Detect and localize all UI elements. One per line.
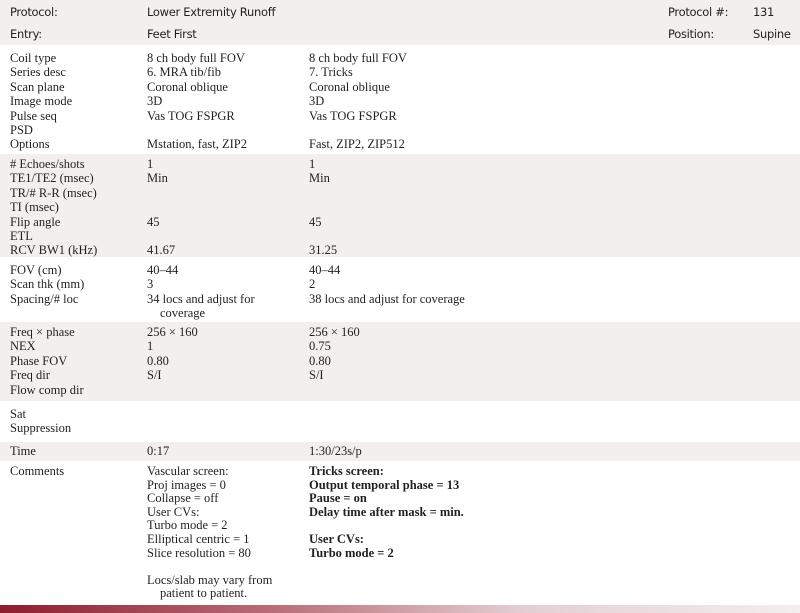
row-label: FOV (cm)	[10, 263, 62, 277]
row-label: Phase FOV	[10, 353, 68, 368]
row-label: Freq dir	[10, 368, 50, 383]
comments-label: Comments	[10, 464, 65, 478]
row-label: TE1/TE2 (msec)	[10, 171, 94, 186]
series-2-value: Min	[309, 171, 330, 186]
series-2-value: 1:30/23s/p	[309, 444, 362, 458]
comments-column-2	[309, 465, 609, 601]
row-label: Freq × phase	[10, 325, 75, 339]
row-label: TR/# R-R (msec)	[10, 185, 97, 200]
table-row	[0, 186, 800, 200]
row-label: Spacing/# loc	[10, 291, 79, 306]
table-row	[0, 109, 800, 123]
comment-line: Vascular screen:	[147, 464, 229, 478]
series-1-value	[147, 421, 309, 435]
series-1-value: 0.80	[147, 353, 169, 368]
series-2-value: S/I	[309, 368, 324, 383]
series-1-value: 41.67	[147, 243, 176, 258]
table-row	[0, 292, 800, 306]
series-1-value	[147, 200, 309, 214]
table-row	[0, 80, 800, 94]
comment-line	[309, 519, 609, 533]
table-row	[0, 94, 800, 108]
comment-line: Collapse = off	[147, 491, 219, 506]
series-2-value: 0.80	[309, 353, 331, 368]
comment-line	[147, 560, 309, 574]
table-row	[0, 306, 800, 320]
series-1-value	[147, 186, 309, 200]
series-2-value: 256 × 160	[309, 325, 360, 339]
series-1-value: S/I	[147, 368, 162, 383]
table-row	[0, 157, 800, 171]
comment-line: Slice resolution = 80	[147, 545, 251, 560]
protocol-number-label: Protocol #:	[668, 5, 729, 19]
protocol-number-value: 131	[753, 5, 775, 19]
row-label: Pulse seq	[10, 108, 57, 123]
series-2-value: 1	[309, 157, 316, 171]
comment-line: Turbo mode = 2	[309, 545, 394, 560]
section-matrix	[0, 322, 800, 401]
series-1-value	[147, 407, 309, 421]
row-label: Scan plane	[10, 79, 65, 94]
series-2-value	[309, 123, 609, 137]
row-label: Suppression	[10, 421, 72, 436]
protocol-label: Protocol:	[10, 5, 58, 19]
section-coil	[0, 48, 800, 151]
series-2-value	[309, 421, 609, 435]
row-label: Flow comp dir	[10, 382, 84, 397]
comment-line: User CVs:	[309, 531, 364, 546]
table-row	[0, 229, 800, 243]
series-2-value	[309, 200, 609, 214]
table-row	[0, 200, 800, 214]
section-time	[0, 442, 800, 461]
table-row	[0, 421, 800, 435]
series-1-value: 256 × 160	[147, 325, 198, 339]
series-2-value: 40–44	[309, 263, 341, 277]
table-row	[0, 243, 800, 257]
row-label: ETL	[10, 229, 33, 244]
comment-line: Delay time after mask = min.	[309, 504, 464, 519]
table-row	[0, 263, 800, 277]
row-label: Image mode	[10, 94, 73, 109]
series-2-value	[309, 186, 609, 200]
series-2-value	[309, 407, 609, 421]
series-2-value: 45	[309, 214, 322, 229]
table-row	[0, 325, 800, 339]
series-1-value: 3	[147, 277, 154, 292]
series-2-value	[309, 229, 609, 243]
row-label: PSD	[10, 123, 33, 138]
comment-line: Pause = on	[309, 491, 367, 506]
section-comments	[0, 464, 800, 605]
row-label: Flip angle	[10, 214, 61, 229]
entry-label: Entry:	[10, 27, 42, 41]
series-1-value	[147, 383, 309, 397]
series-2-value: Fast, ZIP2, ZIP512	[309, 137, 405, 152]
series-2-value: Vas TOG FSPGR	[309, 108, 397, 123]
table-row	[0, 383, 800, 397]
row-label: Scan thk (mm)	[10, 277, 85, 292]
entry-value: Feet First	[147, 27, 197, 41]
series-1-value: 1	[147, 339, 154, 354]
series-2-value: 7. Tricks	[309, 65, 353, 80]
table-row	[0, 65, 800, 79]
table-row	[0, 407, 800, 421]
comment-line: Output temporal phase = 13	[309, 477, 460, 492]
series-1-value	[147, 229, 309, 243]
comment-line: Elliptical centric = 1	[147, 531, 250, 546]
series-1-value: coverage	[160, 306, 206, 321]
comment-line: Locs/slab may vary from	[147, 572, 273, 587]
series-2-value: 0.75	[309, 339, 331, 354]
table-row	[0, 171, 800, 185]
series-1-value: Min	[147, 171, 168, 186]
series-2-value: 38 locs and adjust for coverage	[309, 291, 465, 306]
comment-line: Proj images = 0	[147, 477, 226, 492]
series-2-value: 2	[309, 277, 316, 292]
series-1-value	[147, 123, 309, 137]
series-1-value: 45	[147, 214, 160, 229]
series-1-value: 34 locs and adjust for	[147, 291, 255, 306]
protocol-header	[0, 0, 800, 45]
protocol-value: Lower Extremity Runoff	[147, 5, 276, 19]
table-row	[0, 137, 800, 151]
comment-line: Turbo mode = 2	[147, 518, 228, 533]
table-row	[0, 51, 800, 65]
table-row	[0, 354, 800, 368]
row-label: TI (msec)	[10, 200, 59, 215]
row-label: NEX	[10, 339, 36, 354]
series-1-value: 8 ch body full FOV	[147, 51, 245, 65]
series-1-value: 0:17	[147, 444, 170, 458]
series-2-value	[322, 306, 622, 320]
position-label: Position:	[668, 27, 714, 41]
row-label: RCV BW1 (kHz)	[10, 243, 98, 258]
row-label: Sat	[10, 407, 26, 421]
comment-line: Tricks screen:	[309, 464, 384, 478]
comments-column-1	[147, 465, 309, 601]
table-row	[0, 368, 800, 382]
section-geometry	[0, 260, 800, 319]
series-2-value: Coronal oblique	[309, 79, 390, 94]
table-row	[0, 277, 800, 291]
series-1-value: Mstation, fast, ZIP2	[147, 137, 247, 152]
series-1-value: Coronal oblique	[147, 79, 228, 94]
row-label: Series desc	[10, 65, 66, 80]
series-2-value: 31.25	[309, 243, 338, 258]
series-2-value	[309, 383, 609, 397]
series-1-value: Vas TOG FSPGR	[147, 108, 235, 123]
row-label: Options	[10, 137, 50, 152]
row-label	[0, 306, 147, 320]
row-label: # Echoes/shots	[10, 157, 85, 171]
table-row	[0, 444, 800, 458]
section-timing	[0, 154, 800, 257]
series-1-value: 6. MRA tib/fib	[147, 65, 221, 80]
table-row	[0, 339, 800, 353]
comment-line: patient to patient.	[160, 586, 248, 601]
table-row	[0, 123, 800, 137]
table-row	[0, 215, 800, 229]
series-1-value: 3D	[147, 94, 163, 109]
series-1-value: 40–44	[147, 263, 179, 277]
series-1-value: 1	[147, 157, 154, 171]
series-2-value: 8 ch body full FOV	[309, 51, 407, 65]
section-saturation	[0, 404, 800, 439]
row-label: Coil type	[10, 51, 57, 65]
row-label: Time	[10, 444, 36, 458]
position-value: Supine	[753, 27, 791, 41]
footer-gradient-bar	[0, 605, 800, 613]
comment-line: User CVs:	[147, 504, 200, 519]
series-2-value: 3D	[309, 94, 325, 109]
